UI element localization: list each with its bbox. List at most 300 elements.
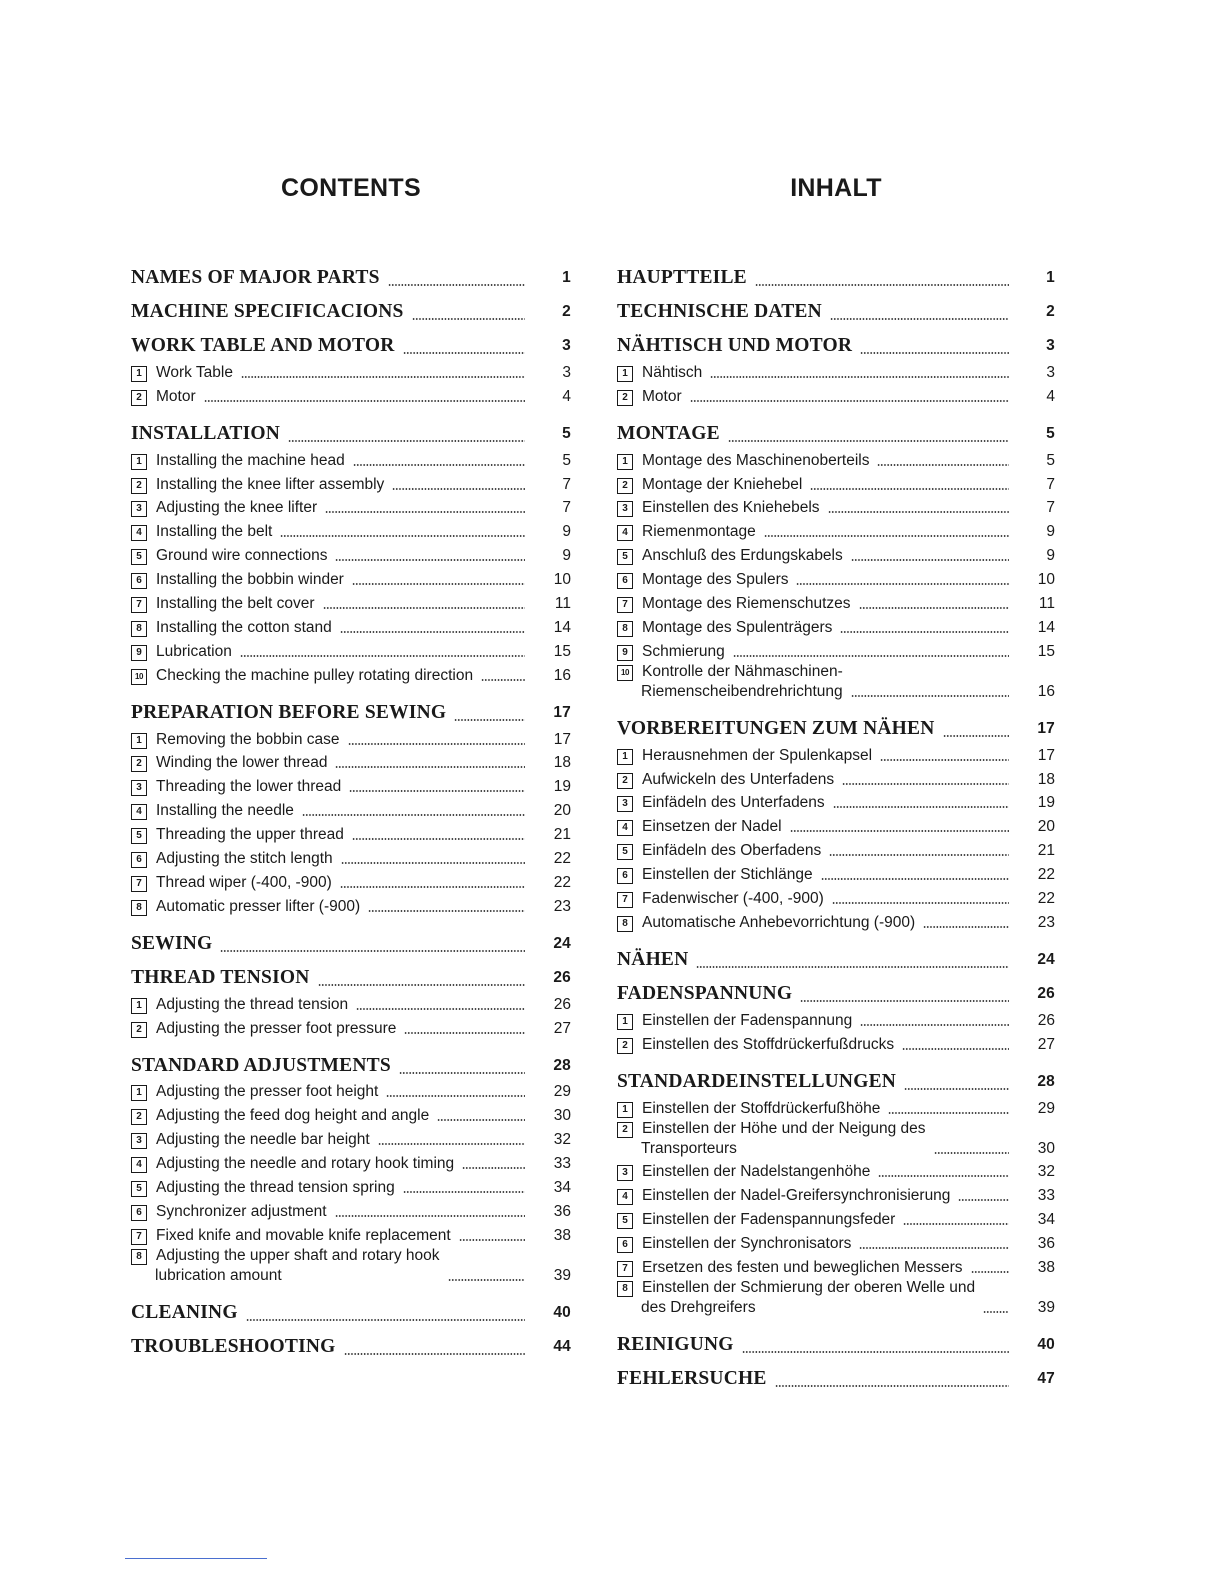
entry-title-text: Installing the bobbin winder xyxy=(156,571,344,589)
boxed-number-icon: 7 xyxy=(131,876,147,892)
entry-title-text: Adjusting the presser foot pressure xyxy=(156,1019,397,1037)
entry-title-text: Montage des Spulers xyxy=(642,571,789,589)
toc-subsection-entry[interactable] xyxy=(617,861,1055,885)
entry-title-text: Schmierung xyxy=(642,642,725,660)
entry-title xyxy=(131,265,380,291)
page-number: 40 xyxy=(553,1303,571,1321)
toc-section-entry[interactable] xyxy=(617,325,1055,359)
entry-title xyxy=(617,913,915,933)
entry-title-text: Installing the needle xyxy=(156,802,294,820)
toc-subsection-entry[interactable] xyxy=(617,1206,1055,1230)
page-number: 2 xyxy=(562,303,571,320)
dot-leader xyxy=(404,1032,525,1034)
page-number: 3 xyxy=(562,337,571,354)
page-number: 39 xyxy=(1037,1299,1055,1317)
entry-title xyxy=(131,1154,454,1174)
toc-section-entry[interactable] xyxy=(131,692,571,726)
entry-title xyxy=(617,817,782,837)
toc-subsection-entry[interactable] xyxy=(617,1230,1055,1254)
entry-title xyxy=(131,642,232,662)
entry-title xyxy=(131,1300,238,1326)
page-number: 4 xyxy=(1046,387,1055,405)
dot-leader xyxy=(923,926,1009,928)
dot-leader xyxy=(904,1088,1009,1090)
toc-subsection-entry[interactable] xyxy=(617,1254,1055,1278)
entry-title-text: STANDARD ADJUSTMENTS xyxy=(131,1054,391,1076)
page-number: 1 xyxy=(562,269,571,286)
toc-subsection-entry[interactable] xyxy=(617,1182,1055,1206)
toc-subsection-entry[interactable] xyxy=(617,1031,1055,1055)
toc-subsection-entry[interactable] xyxy=(617,542,1055,566)
entry-title xyxy=(617,498,820,518)
entry-title xyxy=(131,546,327,566)
boxed-number-icon: 1 xyxy=(617,454,633,470)
toc-subsection-entry[interactable] xyxy=(617,495,1055,519)
dot-leader xyxy=(710,376,1009,378)
entry-title-text: Adjusting the thread tension xyxy=(156,995,349,1013)
dot-leader xyxy=(378,1143,525,1145)
page-number: 21 xyxy=(553,826,571,844)
toc-subsection-entry[interactable] xyxy=(131,845,571,869)
entry-title-text: Ersetzen des festen und beweglichen Messers xyxy=(642,1259,963,1277)
dot-leader xyxy=(344,1353,525,1355)
dot-leader xyxy=(833,806,1009,808)
page-number: 14 xyxy=(553,618,571,636)
entry-title-text: Motor xyxy=(642,387,682,405)
page-number: 3 xyxy=(562,363,571,381)
entry-title-text: Aufwickeln des Unterfadens xyxy=(642,770,835,788)
entry-title xyxy=(617,841,821,861)
dot-leader xyxy=(454,719,525,721)
toc-subsection-entry[interactable] xyxy=(131,773,571,797)
page-number: 11 xyxy=(554,595,571,613)
toc-section-entry[interactable] xyxy=(617,939,1055,973)
dot-leader xyxy=(349,790,525,792)
entry-title-text: TROUBLESHOOTING xyxy=(131,1335,336,1357)
toc-subsection-entry[interactable] xyxy=(617,909,1055,933)
toc-subsection-entry[interactable] xyxy=(617,614,1055,638)
page-number: 14 xyxy=(1037,618,1055,636)
entry-title-text: FADENSPANNUNG xyxy=(617,982,793,1004)
page-number: 23 xyxy=(1037,913,1055,931)
boxed-number-icon: 8 xyxy=(131,621,147,637)
page-number: 1 xyxy=(1046,269,1055,286)
entry-title-text: Adjusting the feed dog height and angle xyxy=(156,1107,430,1125)
toc-subsection-entry[interactable] xyxy=(131,1126,571,1150)
toc-subsection-entry[interactable] xyxy=(617,1095,1055,1119)
page-number: 19 xyxy=(553,778,571,796)
boxed-number-icon: 6 xyxy=(131,1205,147,1221)
boxed-number-icon: 8 xyxy=(617,916,633,932)
page-number: 5 xyxy=(1046,451,1055,469)
dot-leader xyxy=(878,1175,1009,1177)
page-number: 22 xyxy=(553,873,571,891)
entry-title xyxy=(131,666,473,686)
boxed-number-icon: 8 xyxy=(131,900,147,916)
page-number: 10 xyxy=(1037,571,1055,589)
entry-title-text: Einstellen des Stoffdrückerfußdrucks xyxy=(642,1035,895,1053)
entry-title-text: Fixed knife and movable knife replacement xyxy=(156,1226,451,1244)
page-number: 36 xyxy=(553,1202,571,1220)
toc-subsection-entry[interactable] xyxy=(131,518,571,542)
entry-title xyxy=(617,522,756,542)
page-number: 33 xyxy=(553,1155,571,1173)
boxed-number-icon: 6 xyxy=(617,868,633,884)
entry-title xyxy=(131,1106,429,1126)
toc-subsection-entry[interactable] xyxy=(617,885,1055,909)
dot-leader xyxy=(448,1279,526,1281)
entry-title xyxy=(131,801,294,821)
boxed-number-icon: 9 xyxy=(131,645,147,661)
page-number: 26 xyxy=(1037,984,1055,1002)
entry-title xyxy=(617,1011,852,1031)
toc-subsection-entry[interactable] xyxy=(131,359,571,383)
boxed-number-icon: 5 xyxy=(617,1213,633,1229)
toc-subsection-entry[interactable] xyxy=(617,447,1055,471)
entry-title xyxy=(131,363,233,383)
page-number: 3 xyxy=(1046,363,1055,381)
page-number: 26 xyxy=(1037,1011,1055,1029)
toc-subsection-entry[interactable] xyxy=(617,383,1055,407)
entry-title xyxy=(617,475,802,495)
toc-subsection-entry[interactable] xyxy=(131,1102,571,1126)
entry-title-text: Einsetzen der Nadel xyxy=(642,818,782,836)
toc-subsection-entry[interactable] xyxy=(617,471,1055,495)
toc-subsection-entry[interactable] xyxy=(617,813,1055,837)
toc-section-entry[interactable] xyxy=(617,1324,1055,1358)
entry-title xyxy=(131,1082,378,1102)
boxed-number-icon: 6 xyxy=(131,852,147,868)
entry-title-text: Checking the machine pulley rotating direction xyxy=(156,666,474,684)
boxed-number-icon: 3 xyxy=(131,501,147,517)
boxed-number-icon: 4 xyxy=(617,1189,633,1205)
entry-title xyxy=(131,995,348,1015)
entry-title-text: Installing the belt cover xyxy=(156,595,315,613)
dot-leader xyxy=(240,655,525,657)
toc-subsection-entry[interactable] xyxy=(131,869,571,893)
boxed-number-icon: 7 xyxy=(617,597,633,613)
dot-leader xyxy=(280,535,525,537)
entry-title xyxy=(131,1202,327,1222)
entry-title xyxy=(131,1019,396,1039)
dot-leader xyxy=(368,910,525,912)
toc-subsection-entry[interactable] xyxy=(131,471,571,495)
toc-subsection-entry[interactable] xyxy=(131,1174,571,1198)
boxed-number-icon: 5 xyxy=(617,844,633,860)
toc-section-entry[interactable] xyxy=(131,923,571,957)
toc-section-entry[interactable] xyxy=(131,325,571,359)
page-number: 30 xyxy=(1037,1139,1055,1157)
page-number: 18 xyxy=(553,754,571,772)
dot-leader xyxy=(755,284,1009,286)
boxed-number-icon: 2 xyxy=(617,1122,633,1138)
entry-title xyxy=(131,1226,451,1246)
entry-title-text: Montage des Maschinenoberteils xyxy=(642,451,870,469)
toc-section-entry[interactable] xyxy=(617,1358,1055,1392)
page-number: 27 xyxy=(553,1019,571,1037)
entry-title-text: Thread wiper (-400, -900) xyxy=(156,873,332,891)
toc-subsection-entry[interactable] xyxy=(131,566,571,590)
boxed-number-icon: 4 xyxy=(131,525,147,541)
toc-section-entry[interactable] xyxy=(617,708,1055,742)
entry-title-continuation: des Drehgreifers xyxy=(641,1299,756,1317)
toc-subsection-entry[interactable] xyxy=(131,614,571,638)
entry-title xyxy=(617,1234,851,1254)
dot-leader xyxy=(943,735,1009,737)
entry-title xyxy=(131,498,317,518)
toc-subsection-entry[interactable] xyxy=(131,1246,571,1286)
page-number: 16 xyxy=(1037,682,1055,700)
page-number: 15 xyxy=(1037,642,1055,660)
dot-leader xyxy=(829,854,1009,856)
toc-subsection-entry[interactable] xyxy=(131,447,571,471)
toc-subsection-entry[interactable] xyxy=(617,1119,1055,1159)
toc-subsection-entry[interactable] xyxy=(617,662,1055,702)
page-number: 5 xyxy=(562,424,571,442)
entry-title xyxy=(131,1178,395,1198)
dot-leader xyxy=(462,1167,525,1169)
entry-title-text: Adjusting the presser foot height xyxy=(156,1083,379,1101)
boxed-number-icon: 3 xyxy=(131,780,147,796)
page-number: 16 xyxy=(553,666,571,684)
entry-title xyxy=(131,421,280,447)
entry-title xyxy=(131,965,310,991)
entry-title xyxy=(131,931,212,957)
entry-title xyxy=(617,1119,926,1159)
entry-title-text: Automatic presser lifter (-900) xyxy=(156,897,361,915)
dot-leader xyxy=(352,838,525,840)
boxed-number-icon: 1 xyxy=(617,749,633,765)
toc-subsection-entry[interactable] xyxy=(617,359,1055,383)
boxed-number-icon: 5 xyxy=(131,1181,147,1197)
boxed-number-icon: 9 xyxy=(617,645,633,661)
dot-leader xyxy=(403,1191,525,1193)
entry-title-text: Adjusting the needle bar height xyxy=(156,1131,370,1149)
boxed-number-icon: 4 xyxy=(131,804,147,820)
page-number: 7 xyxy=(562,475,571,493)
entry-title xyxy=(131,825,344,845)
entry-title-text: Synchronizer adjustment xyxy=(156,1202,327,1220)
boxed-number-icon: 2 xyxy=(617,390,633,406)
toc-subsection-entry[interactable] xyxy=(131,1222,571,1246)
dot-leader xyxy=(958,1199,1009,1201)
entry-title xyxy=(617,1210,895,1230)
toc-section-entry[interactable] xyxy=(131,1292,571,1326)
entry-title-text: WORK TABLE AND MOTOR xyxy=(131,335,395,356)
toc-section-entry[interactable] xyxy=(617,257,1055,291)
toc-section-entry[interactable] xyxy=(131,1326,571,1360)
boxed-number-icon: 8 xyxy=(617,1281,633,1297)
entry-title xyxy=(617,1366,767,1392)
toc-subsection-entry[interactable] xyxy=(617,742,1055,766)
toc-subsection-entry[interactable] xyxy=(131,750,571,774)
dot-leader xyxy=(728,440,1009,442)
toc-section-entry[interactable] xyxy=(617,291,1055,325)
page-number: 22 xyxy=(1037,890,1055,908)
entry-title xyxy=(617,770,834,790)
dot-leader xyxy=(325,511,525,513)
page-number: 40 xyxy=(1037,1336,1055,1354)
dot-leader xyxy=(971,1271,1009,1273)
dot-leader xyxy=(840,631,1009,633)
dot-leader xyxy=(356,1008,525,1010)
page-number: 22 xyxy=(1037,866,1055,884)
toc-subsection-entry[interactable] xyxy=(617,566,1055,590)
page-number: 38 xyxy=(553,1226,571,1244)
page-number: 33 xyxy=(1037,1187,1055,1205)
page-number: 7 xyxy=(1046,475,1055,493)
toc-section-entry[interactable] xyxy=(617,973,1055,1007)
boxed-number-icon: 2 xyxy=(617,478,633,494)
dot-leader xyxy=(902,1048,1009,1050)
dot-leader xyxy=(403,352,526,354)
dot-leader xyxy=(860,352,1009,354)
toc-subsection-entry[interactable] xyxy=(617,766,1055,790)
toc-section-entry[interactable] xyxy=(131,957,571,991)
toc-section-entry[interactable] xyxy=(131,257,571,291)
boxed-number-icon: 7 xyxy=(617,1261,633,1277)
entry-title-text: HAUPTTEILE xyxy=(617,267,747,288)
toc-subsection-entry[interactable] xyxy=(131,495,571,519)
entry-title xyxy=(617,793,825,813)
entry-title-text: Nähtisch xyxy=(642,363,703,381)
page-number: 9 xyxy=(562,523,571,541)
entry-title-text: Riemenmontage xyxy=(642,523,756,541)
entry-title-continuation: Transporteurs xyxy=(641,1139,737,1157)
page-number: 26 xyxy=(553,968,571,986)
toc-subsection-entry[interactable] xyxy=(131,1198,571,1222)
dot-leader xyxy=(399,1072,525,1074)
page-number: 17 xyxy=(1037,719,1055,737)
toc-subsection-entry[interactable] xyxy=(617,1278,1055,1318)
boxed-number-icon: 2 xyxy=(131,1109,147,1125)
entry-title xyxy=(617,618,832,638)
toc-section-entry[interactable] xyxy=(131,413,571,447)
page-number: 11 xyxy=(1038,595,1055,613)
page-number: 17 xyxy=(553,703,571,721)
toc-subsection-entry[interactable] xyxy=(131,383,571,407)
boxed-number-icon: 2 xyxy=(131,390,147,406)
boxed-number-icon: 3 xyxy=(131,1133,147,1149)
page-number: 24 xyxy=(1037,950,1055,968)
page-number: 4 xyxy=(562,387,571,405)
toc-section-entry[interactable] xyxy=(617,413,1055,447)
toc-subsection-entry[interactable] xyxy=(617,590,1055,614)
toc-subsection-entry[interactable] xyxy=(131,893,571,917)
toc-subsection-entry[interactable] xyxy=(617,837,1055,861)
toc-subsection-entry[interactable] xyxy=(131,1015,571,1039)
toc-subsection-entry[interactable] xyxy=(617,1159,1055,1183)
entry-title xyxy=(131,387,196,407)
entry-title xyxy=(617,947,688,973)
entry-title xyxy=(131,849,333,869)
entry-title xyxy=(617,1035,894,1055)
toc-section-entry[interactable] xyxy=(617,1061,1055,1095)
entry-title xyxy=(617,387,682,407)
page-number: 17 xyxy=(1037,746,1055,764)
entry-title-text: NAMES OF MAJOR PARTS xyxy=(131,267,380,288)
dot-leader xyxy=(828,511,1009,513)
page-number: 36 xyxy=(1037,1235,1055,1253)
page-number: 9 xyxy=(562,547,571,565)
boxed-number-icon: 5 xyxy=(131,549,147,565)
dot-leader xyxy=(220,950,525,952)
entry-title xyxy=(617,981,792,1007)
entry-title xyxy=(131,451,345,471)
boxed-number-icon: 1 xyxy=(131,1085,147,1101)
entry-title-text: Einfädeln des Unterfadens xyxy=(642,794,825,812)
page-number: 29 xyxy=(1037,1099,1055,1117)
entry-title-text: Kontrolle der Nähmaschinen- xyxy=(642,662,843,680)
entry-title-continuation: lubrication amount xyxy=(155,1266,282,1284)
entry-title xyxy=(131,522,272,542)
dot-leader xyxy=(764,535,1009,537)
entry-title xyxy=(131,897,360,917)
page-number: 10 xyxy=(553,571,571,589)
dot-leader xyxy=(241,376,525,378)
toc-subsection-entry[interactable] xyxy=(131,1079,571,1103)
dot-leader xyxy=(352,583,525,585)
entry-title-text: Installing the knee lifter assembly xyxy=(156,475,385,493)
boxed-number-icon: 8 xyxy=(617,621,633,637)
toc-subsection-entry[interactable] xyxy=(617,638,1055,662)
dot-leader xyxy=(335,1215,525,1217)
toc-subsection-entry[interactable] xyxy=(131,821,571,845)
entry-title-text: NÄHEN xyxy=(617,948,689,970)
toc-subsection-entry[interactable] xyxy=(131,797,571,821)
toc-subsection-entry[interactable] xyxy=(131,638,571,662)
page-number: 30 xyxy=(553,1107,571,1125)
entry-title-text: NÄHTISCH UND MOTOR xyxy=(617,335,853,356)
toc-subsection-entry[interactable] xyxy=(617,1007,1055,1031)
entry-title-text: PREPARATION BEFORE SEWING xyxy=(131,701,447,723)
toc-subsection-entry[interactable] xyxy=(131,662,571,686)
entry-title-text: Adjusting the upper shaft and rotary hook xyxy=(156,1246,440,1264)
entry-title-text: Winding the lower thread xyxy=(156,754,328,772)
boxed-number-icon: 10 xyxy=(617,665,633,681)
toc-section-entry[interactable] xyxy=(131,1045,571,1079)
page-number: 39 xyxy=(553,1266,571,1284)
toc-subsection-entry[interactable] xyxy=(131,991,571,1015)
entry-title-text: INSTALLATION xyxy=(131,422,281,444)
boxed-number-icon: 2 xyxy=(617,773,633,789)
toc-subsection-entry[interactable] xyxy=(617,790,1055,814)
toc-section-entry[interactable] xyxy=(131,291,571,325)
dot-leader xyxy=(859,607,1009,609)
toc-subsection-entry[interactable] xyxy=(617,518,1055,542)
entry-title xyxy=(617,642,725,662)
boxed-number-icon: 1 xyxy=(617,1102,633,1118)
entry-title xyxy=(617,1332,734,1358)
toc-subsection-entry[interactable] xyxy=(131,1150,571,1174)
entry-title xyxy=(617,716,935,742)
entry-title xyxy=(131,730,340,750)
boxed-number-icon: 10 xyxy=(131,669,147,685)
boxed-number-icon: 5 xyxy=(617,549,633,565)
toc-subsection-entry[interactable] xyxy=(131,726,571,750)
toc-subsection-entry[interactable] xyxy=(131,590,571,614)
entry-title-text: Einstellen der Nadelstangenhöhe xyxy=(642,1163,871,1181)
dot-leader xyxy=(437,1119,525,1121)
page-number: 27 xyxy=(1037,1035,1055,1053)
toc-subsection-entry[interactable] xyxy=(131,542,571,566)
dot-leader xyxy=(696,966,1009,968)
entry-title-text: Installing the belt xyxy=(156,523,273,541)
dot-leader xyxy=(459,1239,525,1241)
entry-title-text: Montage der Kniehebel xyxy=(642,475,803,493)
page-number: 9 xyxy=(1046,547,1055,565)
entry-title-text: Montage des Riemenschutzes xyxy=(642,595,851,613)
